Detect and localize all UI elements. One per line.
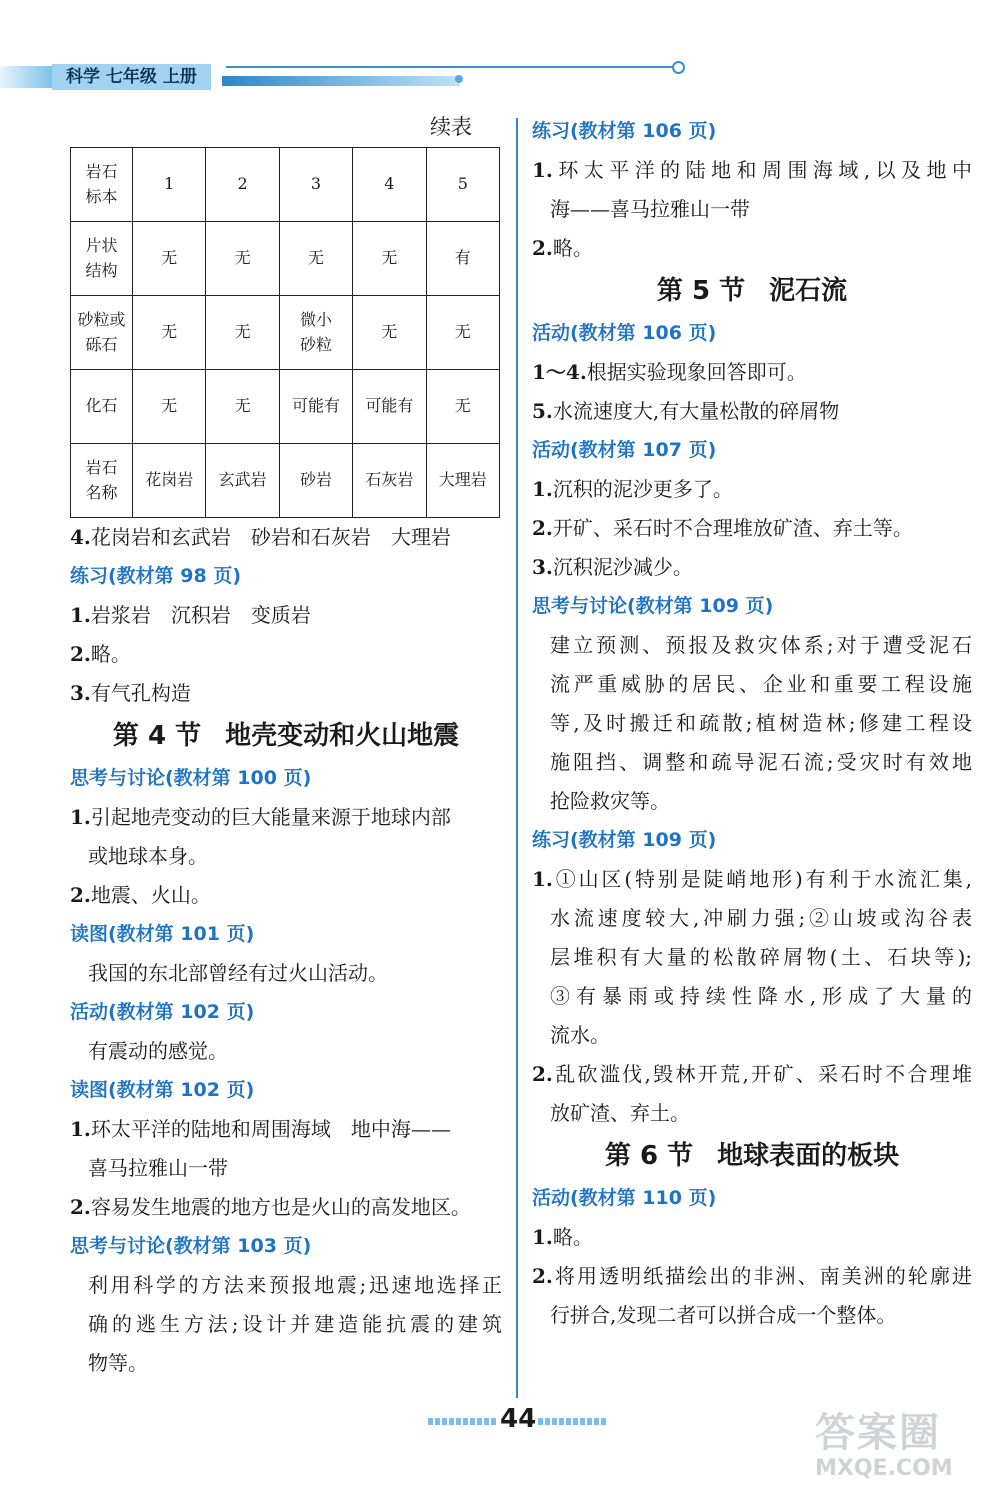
header-rule-dot [672, 61, 685, 74]
page-header [0, 58, 1000, 98]
row-header-text: 岩石 [85, 457, 118, 477]
footer-decor-left [428, 1418, 496, 1425]
table-cell: 无 [279, 222, 352, 296]
answer-paragraph-line: 流严重威胁的居民、企业和重要工程设施 [550, 672, 972, 696]
row-header-cell [71, 222, 133, 296]
site-watermark [815, 1410, 985, 1490]
answer-item: 3.有气孔构造 [70, 681, 191, 705]
section-heading: 练习(教材第 98 页) [70, 565, 242, 587]
answer-paragraph-line: 抢险救灾等。 [550, 789, 670, 813]
answer-item: 1～4.根据实验现象回答即可。 [532, 360, 807, 384]
row-header-text: 结构 [85, 260, 118, 280]
watermark-domain: MXQE.COM [815, 1456, 953, 1481]
header-rule [226, 66, 674, 68]
answer-continuation: 流水。 [550, 1023, 610, 1047]
answer-item: 1.岩浆岩 沉积岩 变质岩 [70, 603, 311, 627]
table-cell: 微小 砂粒 [279, 296, 352, 370]
section-heading: 练习(教材第 106 页) [532, 120, 717, 142]
chapter-heading: 第 6 节 地球表面的板块 [604, 1141, 900, 1171]
row-header-text: 片状 [85, 235, 118, 255]
answer-item: 4.花岗岩和玄武岩 砂岩和石灰岩 大理岩 [70, 525, 451, 549]
answer-item: 1.略。 [532, 1225, 593, 1249]
answer-continuation: 行拼合,发现二者可以拼合成一个整体。 [550, 1303, 897, 1327]
answer-continuation: 海——喜马拉雅山一带 [550, 197, 750, 221]
section-heading: 练习(教材第 109 页) [532, 829, 717, 851]
footer-decor-right [538, 1418, 606, 1425]
answer-paragraph-line: 物等。 [88, 1351, 148, 1375]
table-cell: 玄武岩 [206, 444, 279, 518]
table-cell: 无 [206, 296, 279, 370]
answer-item: 1.环太平洋的陆地和周围海域 地中海—— [70, 1117, 451, 1141]
table-cell: 砂岩 [279, 444, 352, 518]
section-heading: 活动(教材第 102 页) [70, 1001, 255, 1023]
watermark-logo-text: 答案圈 [815, 1410, 941, 1456]
answer-continuation: 放矿渣、弃土。 [550, 1101, 690, 1125]
row-header-cell [71, 296, 133, 370]
answer-item: 2.容易发生地震的地方也是火山的高发地区。 [70, 1195, 471, 1219]
row-header-text: 化石 [85, 396, 118, 416]
column-divider [516, 118, 518, 1398]
table-cell: 1 [133, 148, 206, 222]
header-decor-bar [0, 66, 52, 88]
section-heading: 活动(教材第 110 页) [532, 1187, 717, 1209]
answer-item: 1.①山区(特别是陡峭地形)有利于水流汇集, [532, 867, 972, 891]
answer-paragraph-line: 施阻挡、调整和疏导泥石流;受灾时有效地 [550, 750, 972, 774]
table-row [71, 444, 500, 518]
answer-item: 2.略。 [70, 642, 131, 666]
table-row [71, 222, 500, 296]
answer-item: 2.地震、火山。 [70, 883, 211, 907]
table-cell: 无 [426, 370, 499, 444]
row-header-cell [71, 148, 133, 222]
answer-continuation: 层堆积有大量的松散碎屑物(土、石块等); [550, 945, 972, 969]
row-header-cell [71, 444, 133, 518]
table-cell: 花岗岩 [133, 444, 206, 518]
table-cell: 可能有 [353, 370, 426, 444]
table-caption: 续表 [430, 115, 472, 139]
row-header-cell [71, 370, 133, 444]
table-row [71, 296, 500, 370]
answer-continuation: 喜马拉雅山一带 [88, 1156, 228, 1180]
chapter-heading: 第 4 节 地壳变动和火山地震 [112, 721, 460, 751]
answer-item: 1.引起地壳变动的巨大能量来源于地球内部 [70, 805, 451, 829]
answer-text: 我国的东北部曾经有过火山活动。 [88, 961, 388, 985]
left-column [70, 112, 502, 1383]
table-cell: 2 [206, 148, 279, 222]
table-cell: 4 [353, 148, 426, 222]
table-cell: 无 [133, 370, 206, 444]
table-cell: 无 [353, 296, 426, 370]
table-cell: 无 [353, 222, 426, 296]
answer-item: 2.将用透明纸描绘出的非洲、南美洲的轮廓进 [532, 1264, 972, 1288]
table-cell: 可能有 [279, 370, 352, 444]
chapter-heading: 第 5 节 泥石流 [656, 276, 848, 306]
answer-paragraph-line: 确的逃生方法;设计并建造能抗震的建筑 [88, 1312, 502, 1336]
table-cell: 无 [206, 370, 279, 444]
answer-paragraph-line: 建立预测、预报及救灾体系;对于遭受泥石 [550, 633, 972, 657]
table-cell: 大理岩 [426, 444, 499, 518]
table-row [71, 148, 500, 222]
exercise-98-list [70, 596, 502, 713]
table-row [71, 370, 500, 444]
answer-item: 5.水流速度大,有大量松散的碎屑物 [532, 399, 840, 423]
activity-107-list [532, 470, 972, 587]
table-cell: 3 [279, 148, 352, 222]
answer-continuation: ③有暴雨或持续性降水,形成了大量的 [550, 984, 972, 1008]
table-cell: 石灰岩 [353, 444, 426, 518]
section-heading: 思考与讨论(教材第 103 页) [70, 1235, 312, 1257]
section-heading: 活动(教材第 107 页) [532, 439, 717, 461]
header-bar-dot [455, 75, 463, 83]
page-number: 44 [500, 1404, 537, 1434]
table-cell: 有 [426, 222, 499, 296]
row-header-text: 名称 [85, 482, 118, 502]
table-cell: 无 [133, 222, 206, 296]
section-heading: 思考与讨论(教材第 109 页) [532, 595, 774, 617]
answer-item: 2.开矿、采石时不合理堆放矿渣、弃土等。 [532, 516, 913, 540]
row-header-text: 砂粒或 [77, 309, 126, 329]
answer-continuation: 水流速度较大,冲刷力强;②山坡或沟谷表 [550, 906, 972, 930]
row-header-text: 砾石 [85, 334, 118, 354]
section-heading: 读图(教材第 101 页) [70, 923, 255, 945]
answer-item: 2.略。 [532, 236, 593, 260]
row-header-text: 标本 [85, 186, 118, 206]
table-cell: 无 [206, 222, 279, 296]
right-column [532, 112, 972, 1335]
table-cell: 无 [133, 296, 206, 370]
answer-item: 1.沉积的泥沙更多了。 [532, 477, 733, 501]
section-heading: 思考与讨论(教材第 100 页) [70, 767, 312, 789]
answer-paragraph-line: 等,及时搬迁和疏散;植树造林;修建工程设 [550, 711, 972, 735]
answer-continuation: 或地球本身。 [88, 844, 208, 868]
answer-paragraph-line: 利用科学的方法来预报地震;迅速地选择正 [88, 1273, 502, 1297]
section-heading: 活动(教材第 106 页) [532, 322, 717, 344]
rock-table [70, 147, 500, 518]
book-title: 科学 七年级 上册 [52, 64, 211, 90]
table-cell: 5 [426, 148, 499, 222]
answer-item: 3.沉积泥沙减少。 [532, 555, 693, 579]
row-header-text: 岩石 [85, 161, 118, 181]
section-heading: 读图(教材第 102 页) [70, 1079, 255, 1101]
answer-item: 1.环太平洋的陆地和周围海域,以及地中 [532, 158, 972, 182]
answer-text: 有震动的感觉。 [88, 1039, 228, 1063]
header-gradient-bar [222, 76, 460, 86]
answer-item: 2.乱砍滥伐,毁林开荒,开矿、采石时不合理堆 [532, 1062, 972, 1086]
table-cell: 无 [426, 296, 499, 370]
